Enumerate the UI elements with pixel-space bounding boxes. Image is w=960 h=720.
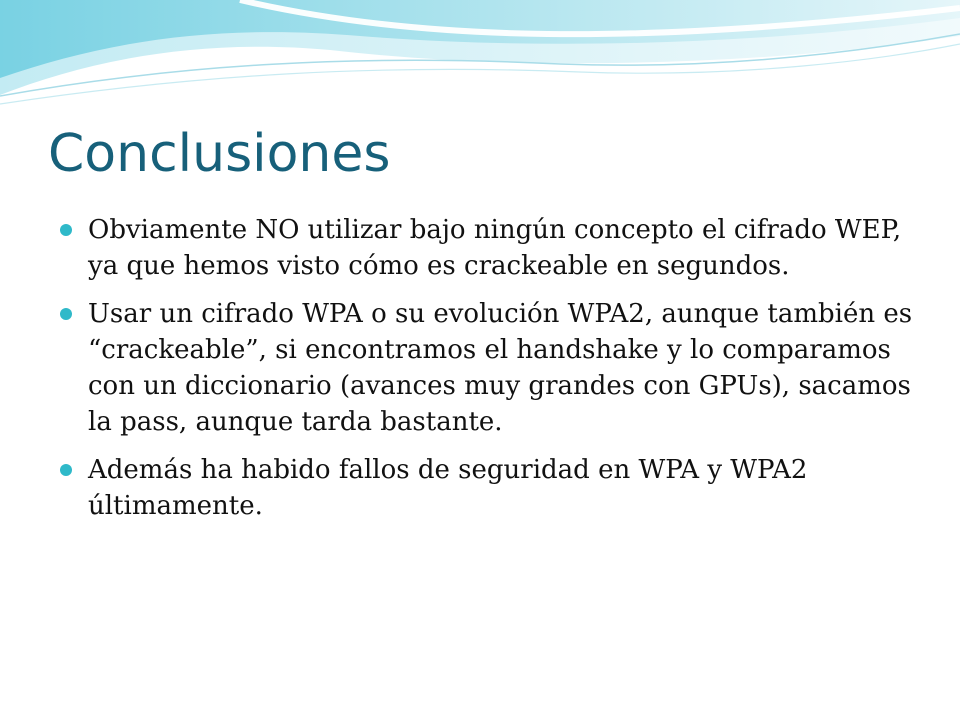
header-wave-decoration — [0, 0, 960, 130]
bullet-item — [60, 296, 920, 440]
bullet-text: Usar un cifrado WPA o su evolución WPA2, aunque también es “crackeable”, si encontramos el handshake y lo comparamos con un diccionario (avances muy grandes con GPUs), sacamos la pass, aunque tarda bastante. — [88, 299, 913, 437]
bullet-item — [60, 452, 920, 524]
bullet-text: Además ha habido fallos de seguridad en WPA y WPA2 últimamente. — [88, 455, 808, 521]
bullet-item — [60, 212, 920, 284]
bullet-list — [60, 212, 920, 536]
bullet-text: Obviamente NO utilizar bajo ningún concepto el cifrado WEP, ya que hemos visto cómo es crackeable en segundos. — [88, 215, 902, 281]
slide-title: Conclusiones — [48, 124, 391, 184]
bullet-dot-icon — [60, 308, 72, 320]
bullet-dot-icon — [60, 464, 72, 476]
bullet-dot-icon — [60, 224, 72, 236]
